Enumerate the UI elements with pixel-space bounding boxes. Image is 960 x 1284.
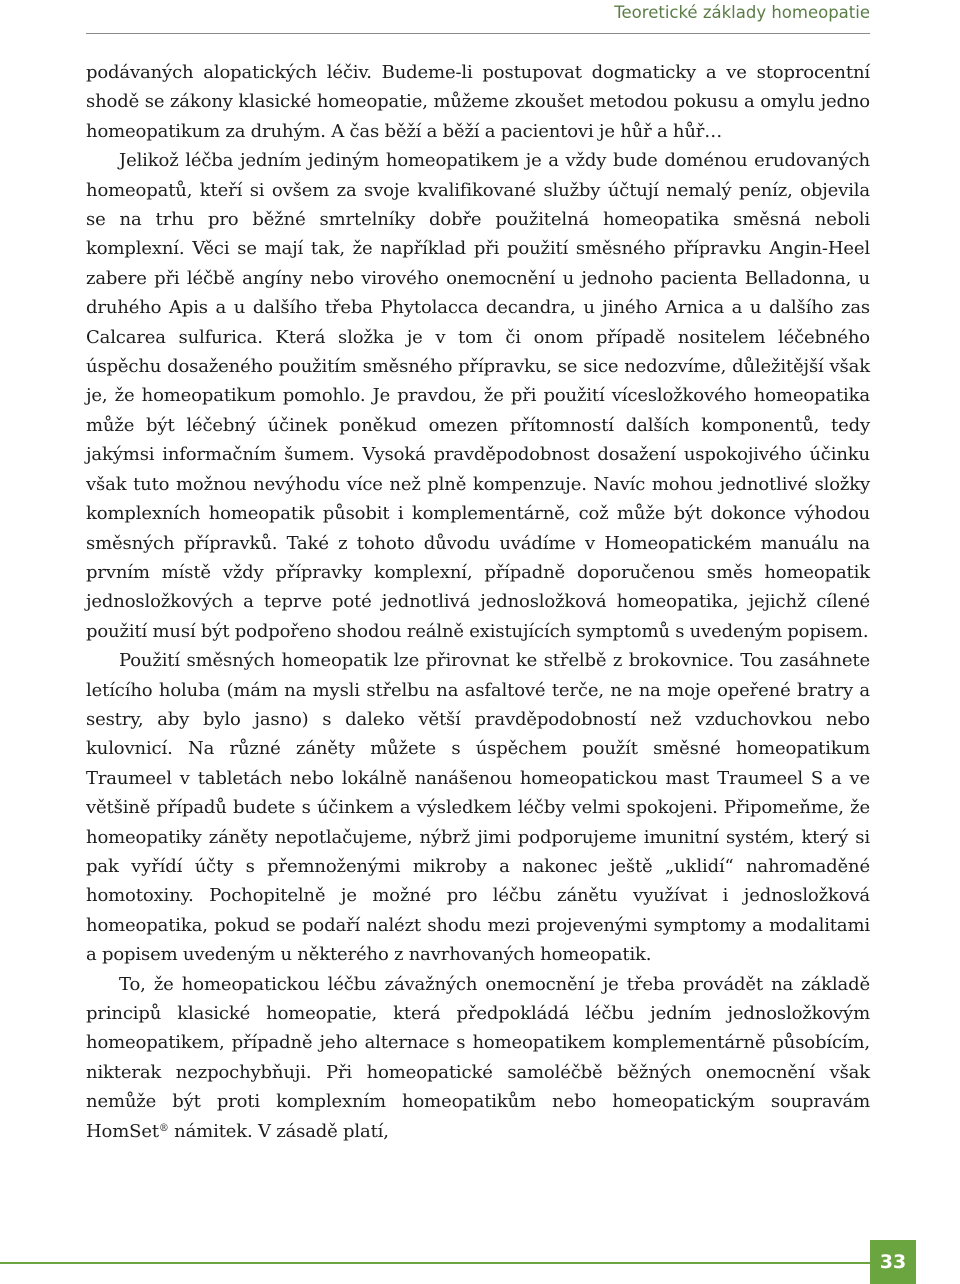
paragraph-text: To, že homeopatickou léčbu závažných onemocnění je třeba provádět na základě principů klasické homeopatie, která předpokládá léčbu jedním jednosložkovým homeopatikem, případně jeho alternace s homeopatikem komplementárně působícím, nikterak nezpochybňuji. Při homeopatické samoléčbě běžných onemocnění však nemůže být proti komplexním homeopatikům nebo homeopatickým soupravám HomSet — [86, 973, 870, 1142]
page-number-badge: 33 — [870, 1240, 916, 1284]
section-title: Teoretické základy homeopatie — [614, 3, 870, 22]
running-header — [86, 0, 870, 34]
paragraph-complex-homeopathics: Jelikož léčba jedním jediným homeopatikem je a vždy bude doménou erudovaných homeopatů, kteří si ovšem za svoje kvalifikované služby účtují nemalý peníz, objevila se na trhu pro běžné smrtelníky dobře použitelná homeopatika směsná neboli komplexní. Věci se mají tak, že například při použití směsného přípravku Angin-Heel zabere při léčbě angíny nebo virového onemocnění u jednoho pacienta Belladonna, u druhého Apis a u dalšího třeba Phytolacca decandra, u jiného Arnica a u dalšího zas Calcarea sulfurica. Která složka je v tom či onom případě nositelem léčebného úspěchu dosaženého použitím směsného přípravku, se sice nedozvíme, důležitější však je, že homeopatikum pomohlo. Je pravdou, že při použití vícesložkového homeopatika může být léčebný účinek poněkud omezen přítomností dalších komponentů, tedy jakýmsi informačním šumem. Vysoká pravděpodobnost dosažení uspokojivého účinku však tuto možnou nevýhodu více než plně kompenzuje. Navíc mohou jednotlivé složky komplexních homeopatik působit i komplementárně, což může být dokonce výhodou směsných přípravků. Také z tohoto důvodu uvádíme v Homeopatickém manuálu na prvním místě vždy přípravky komplexní, případně doporučenou směs homeopatik jednosložkových a teprve poté jednotlivá jednosložková homeopatika, jejichž cílené použití musí být podpořeno shodou reálně existujících symptomů s uvedeným popisem. — [86, 150, 870, 642]
registered-trademark-mark: ® — [158, 1122, 169, 1134]
footer-rule — [0, 1262, 870, 1264]
paragraph-shotgun-analogy: Použití směsných homeopatik lze přirovnat ke střelbě z brokovnice. Tou zasáhnete letícího holuba (mám na mysli střelbu na asfaltové terče, ne na moje opeřené bratry a sestry, aby bylo jasno) s daleko větší pravděpodobností než vzduchovkou nebo kulovnicí. Na různé záněty můžete s úspěchem použít směsné homeopatikum Traumeel v tabletách nebo lokálně nanášenou homeopatickou mast Traumeel S a ve většině případů budete s účinkem a výsledkem léčby velmi spokojeni. Připomeňme, že homeopatiky záněty nepotlačujeme, nýbrž jimi podporujeme imunitní systém, který si pak vyřídí účty s přemnoženými mikroby a nakonec ještě „uklidí“ nahromaděné homotoxiny. Pochopitelně je možné pro léčbu zánětu využívat i jednosložková homeopatika, pokud se podaří nalézt shodu mezi projevenými symptomy a modalitami a popisem uvedeným u některého z navrhovaných homeopatik. — [86, 650, 870, 966]
body-text — [86, 58, 870, 1146]
paragraph-tail: námitek. V zásadě platí, — [168, 1120, 389, 1142]
paragraph-classical-principles — [86, 970, 870, 1146]
paragraph-continuation: podávaných alopatických léčiv. Budeme-li postupovat dogmaticky a ve stoprocentní shodě se zákony klasické homeopatie, můžeme zkoušet metodou pokusu a omylu jedno homeopatikum za druhým. A čas běží a běží a pacientovi je hůř a hůř… — [86, 62, 870, 142]
